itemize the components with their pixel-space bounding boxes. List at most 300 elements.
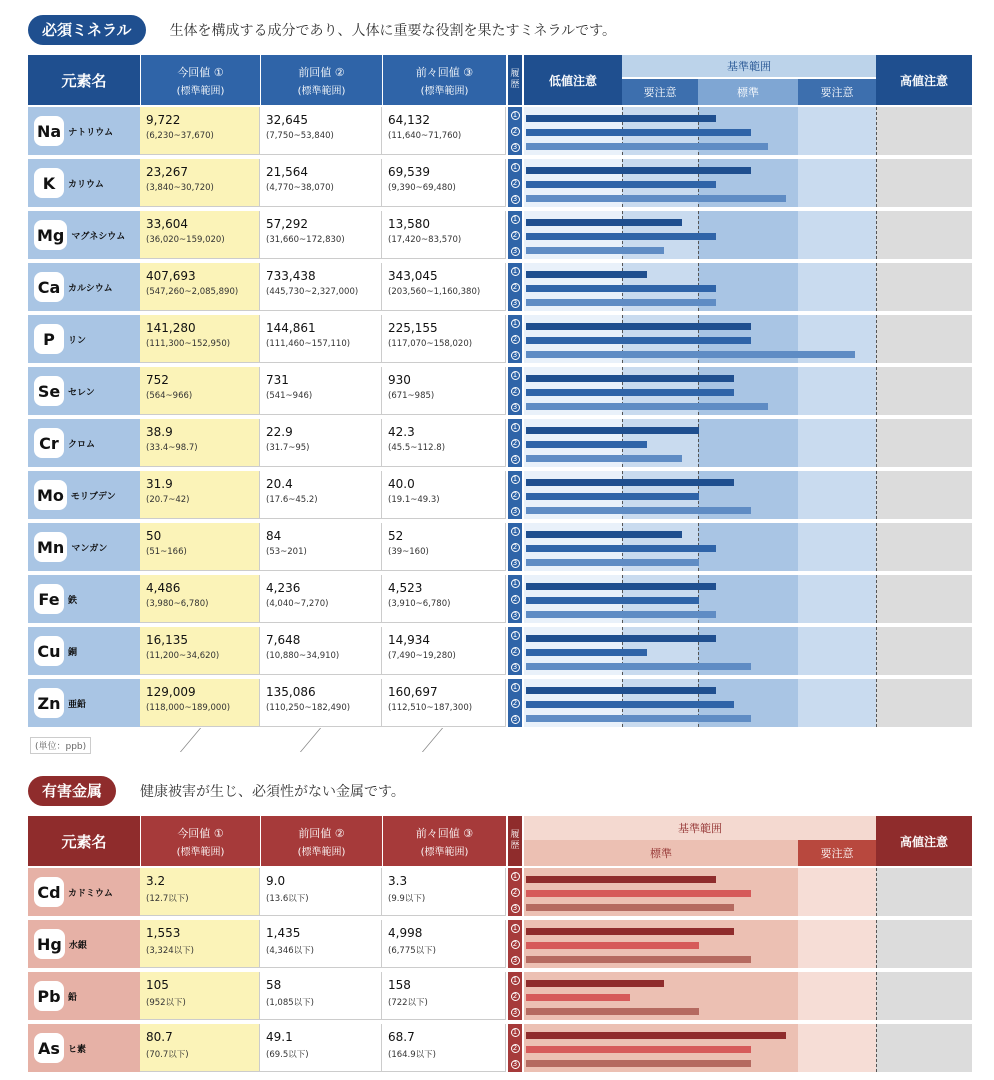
current-value: 1,553: [146, 926, 181, 940]
element-name: カリウム: [68, 179, 104, 190]
range-divider: [876, 471, 877, 519]
history-bar-1: [526, 219, 682, 226]
header-prev-range: (標準範囲): [297, 85, 346, 97]
current-value-cell: [140, 679, 260, 727]
history-bar-3: [526, 611, 716, 618]
previous2-value-range: (6,775以下): [388, 946, 436, 956]
current-value-range: (564~966): [146, 391, 193, 401]
history-marker-icon: 2: [511, 231, 520, 240]
table-row: [28, 159, 972, 209]
current-value: 141,280: [146, 321, 196, 335]
range-divider: [876, 868, 877, 916]
previous-value: 733,438: [266, 269, 316, 283]
history-marker-icon: 1: [511, 683, 520, 692]
history-marker-icon: 3: [511, 1060, 520, 1069]
previous2-value-range: (203,560~1,160,380): [388, 287, 481, 297]
previous2-value: 42.3: [388, 425, 415, 439]
element-cell: [28, 868, 140, 916]
history-markers: [508, 367, 522, 415]
history-marker-icon: 3: [511, 663, 520, 672]
history-bar-1: [526, 928, 734, 935]
previous2-value-range: (11,640~71,760): [388, 131, 462, 141]
history-bar-1: [526, 427, 699, 434]
element-symbol: Pb: [34, 981, 64, 1011]
previous2-value-range: (39~160): [388, 547, 429, 557]
history-bar-1: [526, 479, 734, 486]
header-current: [140, 55, 260, 105]
history-bar-3: [526, 1060, 751, 1067]
previous-value-cell: [260, 211, 382, 259]
current-value-cell: [140, 367, 260, 415]
element-name: ナトリウム: [68, 127, 114, 138]
current-value: 105: [146, 978, 169, 992]
element-symbol: Na: [34, 116, 64, 146]
history-bar-2: [526, 181, 716, 188]
range-divider: [876, 972, 877, 1020]
current-value-cell: [140, 315, 260, 363]
header-prev2: [382, 55, 506, 105]
previous-value-range: (445,730~2,327,000): [266, 287, 359, 297]
header-history: 履歴: [508, 55, 522, 105]
header-caution-left: 要注意: [622, 79, 698, 105]
previous-value-range: (4,346以下): [266, 946, 314, 956]
range-divider: [876, 263, 877, 311]
previous-value-cell: [260, 868, 382, 916]
table-row: [28, 107, 972, 157]
previous2-value-cell: [382, 419, 506, 467]
previous2-value: 40.0: [388, 477, 415, 491]
element-cell: [28, 679, 140, 727]
previous2-value-range: (3,910~6,780): [388, 599, 451, 609]
zone-caution-right: [798, 471, 876, 519]
current-value-range: (70.7以下): [146, 1050, 189, 1060]
previous-value: 84: [266, 529, 282, 543]
zone-standard: [698, 419, 798, 467]
history-marker-icon: 1: [511, 371, 520, 380]
history-marker-icon: 3: [511, 507, 520, 516]
history-marker-icon: 2: [511, 940, 520, 949]
current-value: 80.7: [146, 1030, 173, 1044]
zone-high: [876, 679, 972, 727]
previous2-value: 52: [388, 529, 404, 543]
history-bar-1: [526, 980, 664, 987]
zone-high: [876, 972, 972, 1020]
previous-value-cell: [260, 367, 382, 415]
table-row: [28, 211, 972, 261]
previous2-value-cell: [382, 367, 506, 415]
element-name: 鉄: [68, 595, 78, 606]
element-cell: [28, 367, 140, 415]
element-name: セレン: [68, 387, 95, 398]
zone-caution-right: [798, 367, 876, 415]
range-divider: [876, 920, 877, 968]
history-bar-2: [526, 649, 647, 656]
current-value-cell: [140, 107, 260, 155]
header-current-range: (標準範囲): [176, 846, 225, 858]
history-marker-icon: 3: [511, 715, 520, 724]
history-bar-2: [526, 942, 699, 949]
previous2-value: 160,697: [388, 685, 438, 699]
essential-section-description: 生体を構成する成分であり、人体に重要な役割を果たすミネラルです。: [169, 23, 617, 39]
zone-high: [876, 868, 972, 916]
current-value: 4,486: [146, 581, 181, 595]
history-bar-2: [526, 1046, 751, 1053]
history-bar-3: [526, 351, 855, 358]
history-marker-icon: 2: [511, 127, 520, 136]
current-value-cell: [140, 211, 260, 259]
history-marker-icon: 3: [511, 611, 520, 620]
table-row: [28, 419, 972, 469]
range-divider: [876, 523, 877, 571]
element-cell: [28, 1024, 140, 1072]
previous-value-cell: [260, 920, 382, 968]
history-bar-3: [526, 507, 751, 514]
table-row: [28, 1024, 972, 1074]
history-markers: [508, 159, 522, 207]
header-current-label: 今回値 ①: [177, 826, 224, 840]
previous-value-range: (31.7~95): [266, 443, 310, 453]
history-marker-icon: 1: [511, 527, 520, 536]
previous2-value-cell: [382, 868, 506, 916]
header-standard: 標準: [524, 840, 798, 866]
header-prev: [260, 816, 382, 866]
history-markers: [508, 419, 522, 467]
history-bar-3: [526, 143, 768, 150]
element-name: カドミウム: [68, 888, 113, 899]
history-marker-icon: 1: [511, 1028, 520, 1037]
current-value-range: (952以下): [146, 998, 186, 1008]
previous-value-range: (110,250~182,490): [266, 703, 351, 713]
history-marker-icon: 1: [511, 475, 520, 484]
previous-value: 4,236: [266, 581, 301, 595]
history-marker-icon: 3: [511, 247, 520, 256]
previous-value-range: (17.6~45.2): [266, 495, 318, 505]
current-value: 752: [146, 373, 169, 387]
previous-value-cell: [260, 107, 382, 155]
element-cell: [28, 107, 140, 155]
element-name: モリブデン: [70, 491, 116, 502]
history-marker-icon: 1: [511, 631, 520, 640]
element-name: 銅: [68, 647, 78, 658]
history-marker-icon: 3: [511, 904, 520, 913]
element-name: リン: [68, 335, 87, 346]
history-bar-3: [526, 195, 786, 202]
current-value-cell: [140, 868, 260, 916]
previous2-value-cell: [382, 107, 506, 155]
previous2-value-range: (7,490~19,280): [388, 651, 456, 661]
range-divider: [876, 1024, 877, 1072]
history-marker-icon: 2: [511, 1044, 520, 1053]
previous-value-cell: [260, 679, 382, 727]
previous-value: 135,086: [266, 685, 316, 699]
history-marker-icon: 1: [511, 267, 520, 276]
history-marker-icon: 1: [511, 976, 520, 985]
previous2-value-cell: [382, 159, 506, 207]
history-markers: [508, 972, 522, 1020]
element-cell: [28, 575, 140, 623]
element-symbol: As: [34, 1033, 64, 1063]
previous2-value: 14,934: [388, 633, 430, 647]
history-bar-1: [526, 323, 751, 330]
history-bar-2: [526, 129, 751, 136]
previous2-value-range: (117,070~158,020): [388, 339, 473, 349]
previous2-value-range: (9.9以下): [388, 894, 426, 904]
element-cell: [28, 159, 140, 207]
previous-value-range: (31,660~172,830): [266, 235, 345, 245]
range-divider: [876, 107, 877, 155]
zone-caution: [798, 920, 876, 968]
history-marker-icon: 1: [511, 163, 520, 172]
history-marker-icon: 1: [511, 924, 520, 933]
essential-section-header: [28, 15, 616, 45]
previous-value: 49.1: [266, 1030, 293, 1044]
previous2-value: 4,523: [388, 581, 423, 595]
history-markers: [508, 679, 522, 727]
history-bar-1: [526, 375, 734, 382]
element-name: 亜鉛: [68, 699, 87, 710]
toxic-section-header: [28, 776, 405, 806]
zone-high: [876, 523, 972, 571]
table-row: [28, 920, 972, 970]
zone-caution-right: [798, 263, 876, 311]
previous2-value-cell: [382, 211, 506, 259]
toxic-metal-table: [28, 816, 972, 1080]
header-prev-label: 前回値 ②: [298, 826, 345, 840]
header-current: [140, 816, 260, 866]
previous-value: 20.4: [266, 477, 293, 491]
previous2-value: 13,580: [388, 217, 430, 231]
previous-value-cell: [260, 471, 382, 519]
history-bar-2: [526, 890, 751, 897]
element-symbol: Cd: [34, 877, 64, 907]
header-prev: [260, 55, 382, 105]
history-marker-icon: 3: [511, 1008, 520, 1017]
history-bar-1: [526, 583, 716, 590]
history-bar-2: [526, 701, 734, 708]
previous-value-cell: [260, 523, 382, 571]
history-marker-icon: 1: [511, 579, 520, 588]
previous2-value-cell: [382, 627, 506, 675]
previous2-value: 225,155: [388, 321, 438, 335]
history-markers: [508, 471, 522, 519]
previous2-value-range: (19.1~49.3): [388, 495, 440, 505]
zone-high: [876, 159, 972, 207]
history-marker-icon: 2: [511, 491, 520, 500]
history-marker-icon: 2: [511, 439, 520, 448]
history-markers: [508, 1024, 522, 1072]
history-marker-icon: 2: [511, 543, 520, 552]
history-bar-1: [526, 531, 682, 538]
header-high: 高値注意: [876, 816, 972, 866]
current-value-cell: [140, 972, 260, 1020]
element-name: マンガン: [71, 543, 108, 554]
previous2-value-cell: [382, 315, 506, 363]
previous-value-range: (4,040~7,270): [266, 599, 329, 609]
previous2-value: 64,132: [388, 113, 430, 127]
previous-value-cell: [260, 627, 382, 675]
previous-value-cell: [260, 972, 382, 1020]
history-bar-2: [526, 285, 716, 292]
zone-caution: [798, 972, 876, 1020]
zone-high: [876, 107, 972, 155]
zone-caution-right: [798, 627, 876, 675]
history-bar-1: [526, 1032, 786, 1039]
previous2-value-cell: [382, 263, 506, 311]
header-prev2-label: 前々回値 ③: [415, 826, 474, 840]
history-marker-icon: 3: [511, 195, 520, 204]
table-row: [28, 972, 972, 1022]
previous-value-range: (10,880~34,910): [266, 651, 340, 661]
element-symbol: Cu: [34, 636, 64, 666]
range-divider: [876, 315, 877, 363]
history-bar-2: [526, 994, 630, 1001]
zone-high: [876, 471, 972, 519]
previous2-value-range: (112,510~187,300): [388, 703, 473, 713]
history-bar-3: [526, 403, 768, 410]
previous-value: 22.9: [266, 425, 293, 439]
history-markers: [508, 107, 522, 155]
previous-value-cell: [260, 575, 382, 623]
previous-value-cell: [260, 1024, 382, 1072]
header-range: 基準範囲: [524, 816, 876, 840]
header-standard: 標準: [698, 79, 798, 105]
current-value: 407,693: [146, 269, 196, 283]
previous-value-range: (4,770~38,070): [266, 183, 334, 193]
previous-value-cell: [260, 315, 382, 363]
history-markers: [508, 315, 522, 363]
previous-value: 144,861: [266, 321, 316, 335]
current-value-cell: [140, 523, 260, 571]
element-symbol: Hg: [34, 929, 65, 959]
previous2-value-cell: [382, 471, 506, 519]
previous2-value-range: (722以下): [388, 998, 428, 1008]
current-value-range: (6,230~37,670): [146, 131, 214, 141]
current-value-range: (547,260~2,085,890): [146, 287, 239, 297]
table-row: [28, 471, 972, 521]
table-row: [28, 367, 972, 417]
history-bar-1: [526, 115, 716, 122]
header-current-range: (標準範囲): [176, 85, 225, 97]
element-symbol: Mo: [34, 480, 67, 510]
history-marker-icon: 2: [511, 387, 520, 396]
history-bar-2: [526, 597, 699, 604]
unit-label: (単位：ppb): [30, 737, 91, 754]
previous-value-range: (111,460~157,110): [266, 339, 351, 349]
current-value-range: (11,200~34,620): [146, 651, 220, 661]
element-cell: [28, 627, 140, 675]
header-prev-label: 前回値 ②: [298, 65, 345, 79]
previous2-value-cell: [382, 972, 506, 1020]
current-value: 3.2: [146, 874, 166, 888]
history-marker-icon: 1: [511, 872, 520, 881]
header-prev2-label: 前々回値 ③: [415, 65, 474, 79]
element-name: ヒ素: [68, 1044, 87, 1055]
current-value-range: (111,300~152,950): [146, 339, 231, 349]
element-cell: [28, 263, 140, 311]
element-symbol: Mg: [34, 220, 67, 250]
range-divider: [876, 575, 877, 623]
current-value-range: (3,324以下): [146, 946, 194, 956]
history-marker-icon: 3: [511, 403, 520, 412]
zone-caution-right: [798, 523, 876, 571]
history-bar-3: [526, 247, 664, 254]
history-marker-icon: 3: [511, 143, 520, 152]
previous2-value-cell: [382, 575, 506, 623]
zone-caution-right: [798, 679, 876, 727]
history-bar-2: [526, 337, 751, 344]
history-marker-icon: 3: [511, 351, 520, 360]
zone-high: [876, 920, 972, 968]
history-markers: [508, 868, 522, 916]
current-value-cell: [140, 419, 260, 467]
history-bar-2: [526, 233, 716, 240]
zone-high: [876, 315, 972, 363]
history-markers: [508, 211, 522, 259]
current-value-cell: [140, 263, 260, 311]
history-markers: [508, 627, 522, 675]
element-name: 水銀: [68, 940, 87, 951]
previous-value-range: (541~946): [266, 391, 313, 401]
previous2-value: 69,539: [388, 165, 430, 179]
previous-value-cell: [260, 419, 382, 467]
previous-value: 58: [266, 978, 282, 992]
zone-caution-right: [798, 107, 876, 155]
range-divider: [876, 627, 877, 675]
zone-high: [876, 575, 972, 623]
element-symbol: Ca: [34, 272, 64, 302]
previous-value: 1,435: [266, 926, 301, 940]
element-symbol: Zn: [34, 688, 64, 718]
current-value-cell: [140, 627, 260, 675]
current-value-range: (33.4~98.7): [146, 443, 198, 453]
history-bar-3: [526, 956, 751, 963]
history-bar-3: [526, 904, 734, 911]
header-element: 元素名: [28, 55, 140, 105]
previous2-value-range: (17,420~83,570): [388, 235, 462, 245]
header-element: 元素名: [28, 816, 140, 866]
previous-value: 57,292: [266, 217, 308, 231]
current-value-cell: [140, 1024, 260, 1072]
previous2-value: 930: [388, 373, 411, 387]
history-marker-icon: 3: [511, 559, 520, 568]
element-symbol: Fe: [34, 584, 64, 614]
element-cell: [28, 972, 140, 1020]
previous-value-range: (69.5以下): [266, 1050, 309, 1060]
header-caution-right: 要注意: [798, 79, 876, 105]
range-divider: [876, 679, 877, 727]
history-markers: [508, 575, 522, 623]
toxic-section-title: 有害金属: [28, 776, 116, 806]
history-bar-3: [526, 715, 751, 722]
element-cell: [28, 211, 140, 259]
zone-high: [876, 627, 972, 675]
current-value-range: (3,840~30,720): [146, 183, 214, 193]
current-value-cell: [140, 920, 260, 968]
zone-high: [876, 1024, 972, 1072]
history-bar-3: [526, 559, 699, 566]
previous-value-cell: [260, 159, 382, 207]
previous-value: 32,645: [266, 113, 308, 127]
zone-caution-right: [798, 419, 876, 467]
history-bar-1: [526, 271, 647, 278]
current-value: 38.9: [146, 425, 173, 439]
history-bar-2: [526, 389, 734, 396]
previous-value: 21,564: [266, 165, 308, 179]
previous-value: 731: [266, 373, 289, 387]
range-divider: [876, 159, 877, 207]
previous2-value-cell: [382, 523, 506, 571]
element-symbol: Mn: [34, 532, 67, 562]
